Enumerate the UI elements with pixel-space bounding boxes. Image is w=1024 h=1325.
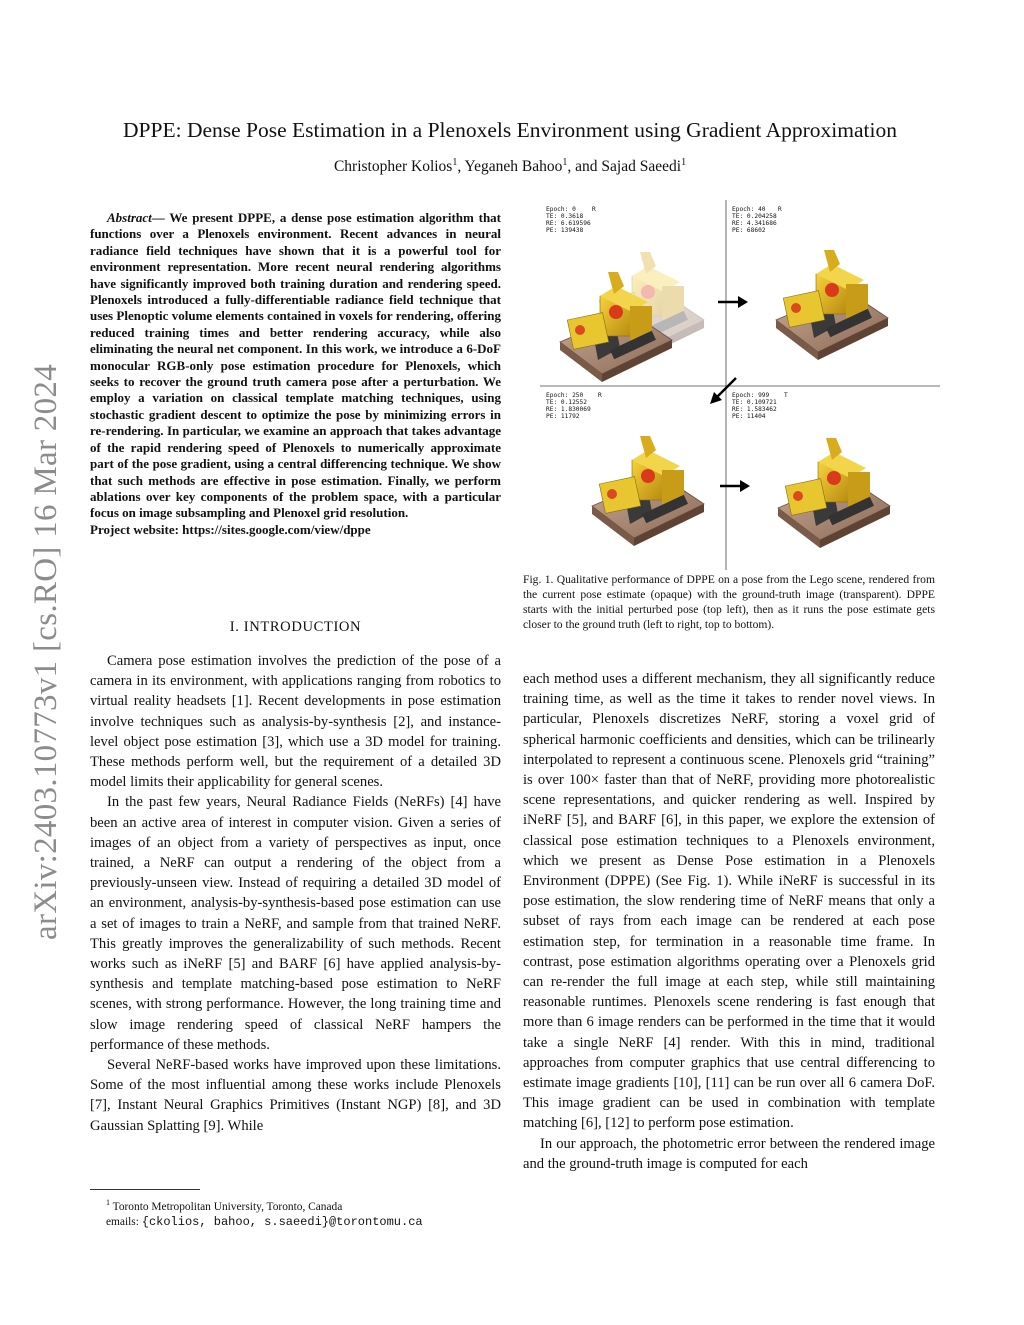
arrow-right-top xyxy=(718,296,748,308)
arxiv-identifier-stamp: arXiv:2403.10773v1 [cs.RO] 16 Mar 2024 xyxy=(28,364,64,940)
panel-epoch-999 xyxy=(732,392,788,420)
paper-title: DPPE: Dense Pose Estimation in a Plenoxels Environment using Gradient Approximation xyxy=(123,118,897,142)
panel-tag: R xyxy=(592,206,596,213)
rotation-error: RE: 6.619596 xyxy=(546,220,591,227)
panel-epoch-0 xyxy=(546,206,596,234)
project-website: Project website: https://sites.google.com/view/dppe xyxy=(90,521,371,537)
section-heading: I. INTRODUCTION xyxy=(229,619,362,635)
panel-epoch-250 xyxy=(546,392,602,420)
render-epoch-250 xyxy=(592,436,704,546)
epoch-label: Epoch: 40 xyxy=(732,206,766,213)
panel-tag: T xyxy=(784,392,788,399)
footnote-mark: 1 xyxy=(106,1198,110,1207)
translation-error: TE: 0.109721 xyxy=(732,399,777,406)
figure-graphic xyxy=(540,200,940,580)
affiliation-mark: 1 xyxy=(562,157,568,168)
render-epoch-40 xyxy=(776,250,888,360)
body-paragraph: In our approach, the photometric error between the rendered image and the ground-truth image is computed for each xyxy=(523,1135,935,1172)
footnote-rule xyxy=(90,1189,200,1190)
body-paragraph: each method uses a different mechanism, they all significantly reduce training time, as well as the time it takes to render novel views. In particular, Plenoxels discretizes NeRF, storing a voxel grid of spherical harmonic coefficients and densities, which can be trilinearly interpolated to represent a continuous scene. Plenoxels grid “training” is over 100× faster than that of NeRF, providing more photorealistic scene representations, and quicker rendering as well. Inspired by iNeRF [5], and BARF [6], in this paper, we explore the extension of classical pose estimation techniques to a Plenoxels environment, which we present as Dense Pose estimation in a Plenoxels Environment (DPPE) (See Fig. 1). While iNeRF is successful in its pose estimation, the slow rendering time of NeRF means that only a subset of rays from each image can be rendered at each pose estimation step, for termination in a reasonable time frame. In contrast, pose estimation algorithms operating over a Plenoxels grid can re-render the full image at each step, while still maintaining reasonable runtimes. Plenoxels scene rendering is fast enough that more than 6 image renders can be performed in the time that it would take a single NeRF [4] render. With this in mind, traditional approaches from computer graphics that use central differencing to estimate image gradients [10], [11] can be run over all 6 camera DoF. This image gradient can be used in combination with template matching [6], [12] to perform pose estimation. xyxy=(523,671,935,1132)
body-paragraph: Camera pose estimation involves the prediction of the pose of a camera in its environment, with applications ranging from robotics to virtual reality headsets [1]. Recent developments in pose estimation involve techniques such as analysis-by-synthesis [2], and instance-level object pose estimation [3], which use a 3D model for training. These methods perform well, but the requirement of a detailed 3D model limits their applicability for general scenes. xyxy=(90,653,501,791)
epoch-label: Epoch: 250 xyxy=(546,392,584,399)
epoch-label: Epoch: 0 xyxy=(546,206,576,213)
photometric-error: PE: 11404 xyxy=(732,413,766,420)
affiliation-mark: 1 xyxy=(452,157,458,168)
photometric-error: PE: 139438 xyxy=(546,227,584,234)
footnote-affiliation: Toronto Metropolitan University, Toronto, Canada xyxy=(112,1200,343,1213)
abstract-dash: — xyxy=(151,210,170,225)
rotation-error: RE: 1.583462 xyxy=(732,406,777,413)
panel-epoch-40 xyxy=(732,206,782,234)
footnote-emails-label: emails: xyxy=(106,1215,142,1228)
abstract-label: Abstract xyxy=(107,210,152,225)
figure-1 xyxy=(540,200,940,580)
arrow-right-bottom xyxy=(720,480,750,492)
footnote xyxy=(90,1195,510,1230)
translation-error: TE: 0.204258 xyxy=(732,213,777,220)
photometric-error: PE: 68602 xyxy=(732,227,766,234)
rotation-error: RE: 1.830069 xyxy=(546,406,591,413)
abstract-body: We present DPPE, a dense pose estimation algorithm that functions over a Plenoxels environment. Recent advances in neural radiance field techniques have shown that it is a powerful tool for environment representation. More recent neural rendering algorithms have significantly improved both training duration and rendering speed. Plenoxels introduced a fully-differentiable radiance field technique that uses Plenoptic volume elements contained in voxels for rendering, offering reduced training times and better rendering accuracy, while also eliminating the neural net component. In this work, we introduce a 6-DoF monocular RGB-only pose estimation procedure for Plenoxels, which seeks to recover the ground truth camera pose after a perturbation. We employ a variation on classical template matching techniques, using stochastic gradient descent to optimize the pose by minimizing errors in re-rendering. In particular, we examine an approach that takes advantage of the rapid rendering speed of Plenoxels to numerically approximate part of the pose gradient, using a central differencing technique. We show that such methods are effective in pose estimation. Finally, we perform ablations over key components of the problem space, with a particular focus on image subsampling and Plenoxel grid resolution. xyxy=(90,210,502,521)
abstract xyxy=(90,210,501,538)
affiliation-mark: 1 xyxy=(681,157,687,168)
footnote-emails: {ckolios, bahoo, s.saeedi}@torontomu.ca xyxy=(141,1214,423,1229)
author-list xyxy=(60,157,960,176)
body-paragraph: Several NeRF-based works have improved upon these limitations. Some of the most influential among these works include Plenoxels [7], Instant Neural Graphics Primitives (Instant NGP) [8], and 3D Gaussian Splatting [9]. While xyxy=(90,1057,501,1134)
translation-error: TE: 0.12552 xyxy=(546,399,587,406)
author-name: Christopher Kolios xyxy=(333,158,453,176)
photometric-error: PE: 11792 xyxy=(546,413,580,420)
author-name: Yeganeh Bahoo xyxy=(464,158,563,176)
author-separator: , xyxy=(457,158,465,176)
render-epoch-999 xyxy=(778,438,890,548)
translation-error: TE: 0.3618 xyxy=(546,213,584,220)
panel-tag: R xyxy=(598,392,602,399)
rotation-error: RE: 4.341686 xyxy=(732,220,777,227)
epoch-label: Epoch: 999 xyxy=(732,392,770,399)
panel-tag: R xyxy=(778,206,782,213)
left-column-body xyxy=(90,651,501,1136)
author-separator: , and xyxy=(567,158,602,176)
figure-caption: Fig. 1. Qualitative performance of DPPE on a pose from the Lego scene, rendered from the current pose estimate (opaque) with the ground-truth image (transparent). DPPE starts with the initial perturbed pose (top left), then as it runs the pose estimate gets closer to the ground truth (left to right, top to bottom). xyxy=(523,573,935,632)
body-paragraph: In the past few years, Neural Radiance Fields (NeRFs) [4] have been an active area of interest in computer vision. Given a series of images of an object from a variety of perspectives as input, once trained, a NeRF can output a rendering of the object from a previously-unseen view. Instead of requiring a detailed 3D model of an environment, analysis-by-synthesis-based pose estimation can use a set of images to train a NeRF, and sample from that trained NeRF. This greatly improves the generalizability of such methods. Recent works such as iNeRF [5] and BARF [6] have applied analysis-by-synthesis and template matching-based pose estimation to NeRF scenes, with strong performance. However, the long training time and slow image rendering speed of classical NeRF hampers the performance of these methods. xyxy=(90,794,501,1053)
author-name: Sajad Saeedi xyxy=(601,158,682,176)
right-column-body xyxy=(523,669,935,1174)
